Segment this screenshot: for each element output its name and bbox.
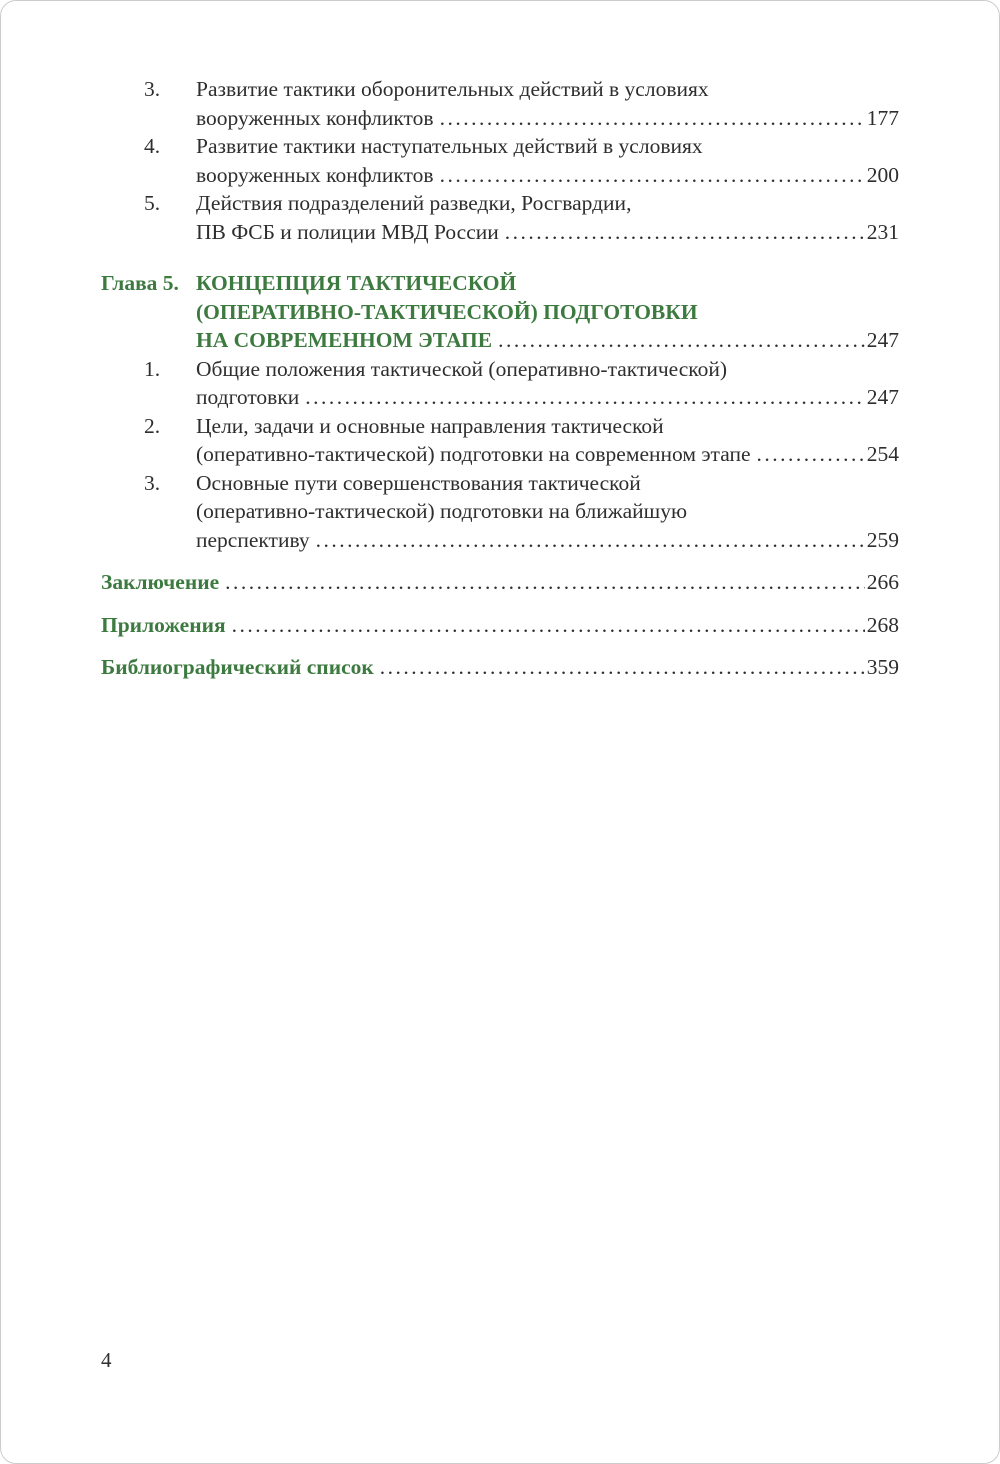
- toc-entry-text: Приложения: [101, 612, 226, 637]
- toc-entry-line: [196, 383, 899, 412]
- toc-entry-line: [196, 326, 899, 355]
- toc-entry-pagenum: 247: [866, 385, 899, 409]
- toc-entry-line: [196, 497, 899, 526]
- toc-entry-text: (оперативно-тактической) подготовки на ближайшую: [196, 499, 688, 523]
- toc-entry-text: подготовки: [196, 385, 300, 409]
- toc-entry-body: [101, 611, 899, 640]
- toc-entry-line: [196, 526, 899, 555]
- toc-entry-line: [196, 104, 899, 133]
- toc-entry-body: [196, 269, 899, 355]
- dot-leader: [305, 383, 864, 412]
- dot-leader: [232, 611, 865, 640]
- toc-entry-pagenum: 231: [866, 219, 899, 244]
- toc-list: [101, 75, 899, 682]
- toc-entry: [101, 469, 899, 555]
- toc-entry-text: Развитие тактики оборонительных действий в условиях: [196, 77, 709, 101]
- toc-entry-text: Заключение: [101, 570, 220, 594]
- toc-entry-line: [196, 440, 899, 469]
- toc-entry-number: 3.: [144, 470, 161, 495]
- toc-entry-body: [196, 412, 899, 469]
- toc-entry-text: вооруженных конфликтов: [196, 162, 434, 187]
- toc-entry-text: КОНЦЕПЦИЯ ТАКТИЧЕСКОЙ: [196, 271, 517, 295]
- toc-entry-line: [196, 161, 899, 190]
- toc-entry-line: [196, 132, 899, 161]
- toc-entry-line: [196, 269, 899, 298]
- toc-entry-text: (ОПЕРАТИВНО-ТАКТИЧЕСКОЙ) ПОДГОТОВКИ: [196, 299, 698, 324]
- dot-leader: [316, 526, 865, 555]
- toc-entry-line: [196, 75, 899, 104]
- toc-entry: [101, 412, 899, 469]
- toc-entry-line: [101, 653, 899, 682]
- toc-entry-pagenum: 359: [866, 655, 899, 679]
- toc-entry-text: вооруженных конфликтов: [196, 105, 434, 130]
- toc-entry-number: 4.: [144, 134, 161, 158]
- dot-leader: [440, 161, 865, 190]
- toc-entry-text: (оперативно-тактической) подготовки на современном этапе: [196, 442, 751, 466]
- toc-entry-text: Общие положения тактической (оперативно-тактической): [196, 356, 728, 381]
- toc-entry-number: 3.: [144, 77, 161, 101]
- toc-entry-pagenum: 266: [866, 570, 899, 594]
- toc-entry-line: [101, 611, 899, 640]
- dot-leader: [757, 440, 865, 469]
- toc-entry: [101, 611, 899, 640]
- toc-entry-pagenum: 254: [866, 442, 899, 466]
- toc-entry-line: [196, 298, 899, 327]
- toc-entry: [101, 653, 899, 682]
- toc-entry: [101, 355, 899, 412]
- dot-leader: [380, 653, 865, 682]
- toc-entry: [101, 132, 899, 189]
- toc-entry-pagenum: 247: [866, 328, 899, 352]
- toc-entry-line: [196, 218, 899, 247]
- toc-entry-text: перспективу: [196, 527, 310, 552]
- toc-entry-number: 5.: [144, 191, 161, 215]
- toc-entry-text: Основные пути совершенствования тактической: [196, 470, 641, 495]
- toc-entry-pagenum: 177: [866, 105, 899, 130]
- toc-entry-number: 1.: [144, 356, 161, 381]
- toc-entry-number: 2.: [144, 413, 161, 438]
- toc-entry-text: Развитие тактики наступательных действий в условиях: [196, 134, 703, 158]
- dot-leader: [440, 104, 865, 133]
- toc-entry-line: [196, 355, 899, 384]
- toc-entry-line: [196, 189, 899, 218]
- dot-leader: [505, 218, 865, 247]
- toc-entry-text: НА СОВРЕМЕННОМ ЭТАПЕ: [196, 328, 493, 352]
- toc-entry-body: [196, 469, 899, 555]
- toc-entry-text: ПВ ФСБ и полиции МВД России: [196, 219, 499, 244]
- toc-entry-number: Глава 5.: [101, 271, 179, 295]
- toc-entry: [101, 189, 899, 246]
- toc-entry-line: [196, 469, 899, 498]
- toc-entry-body: [101, 568, 899, 597]
- toc-entry-text: Библиографический список: [101, 655, 374, 679]
- toc-entry-pagenum: 268: [866, 612, 899, 637]
- page-number: 4: [101, 1348, 112, 1372]
- dot-leader: [498, 326, 865, 355]
- toc-entry: [101, 269, 899, 355]
- toc-entry-line: [101, 568, 899, 597]
- toc-entry-text: Действия подразделений разведки, Росгвардии,: [196, 191, 632, 215]
- dot-leader: [225, 568, 865, 597]
- toc-entry-line: [196, 412, 899, 441]
- toc-entry: [101, 75, 899, 132]
- toc-entry: [101, 568, 899, 597]
- toc-entry-text: Цели, задачи и основные направления тактической: [196, 413, 664, 438]
- toc-entry-body: [101, 653, 899, 682]
- toc-entry-body: [196, 189, 899, 246]
- toc-entry-pagenum: 200: [866, 162, 899, 187]
- toc-entry-body: [196, 75, 899, 132]
- toc-entry-body: [196, 132, 899, 189]
- toc-entry-body: [196, 355, 899, 412]
- toc-entry-pagenum: 259: [866, 527, 899, 552]
